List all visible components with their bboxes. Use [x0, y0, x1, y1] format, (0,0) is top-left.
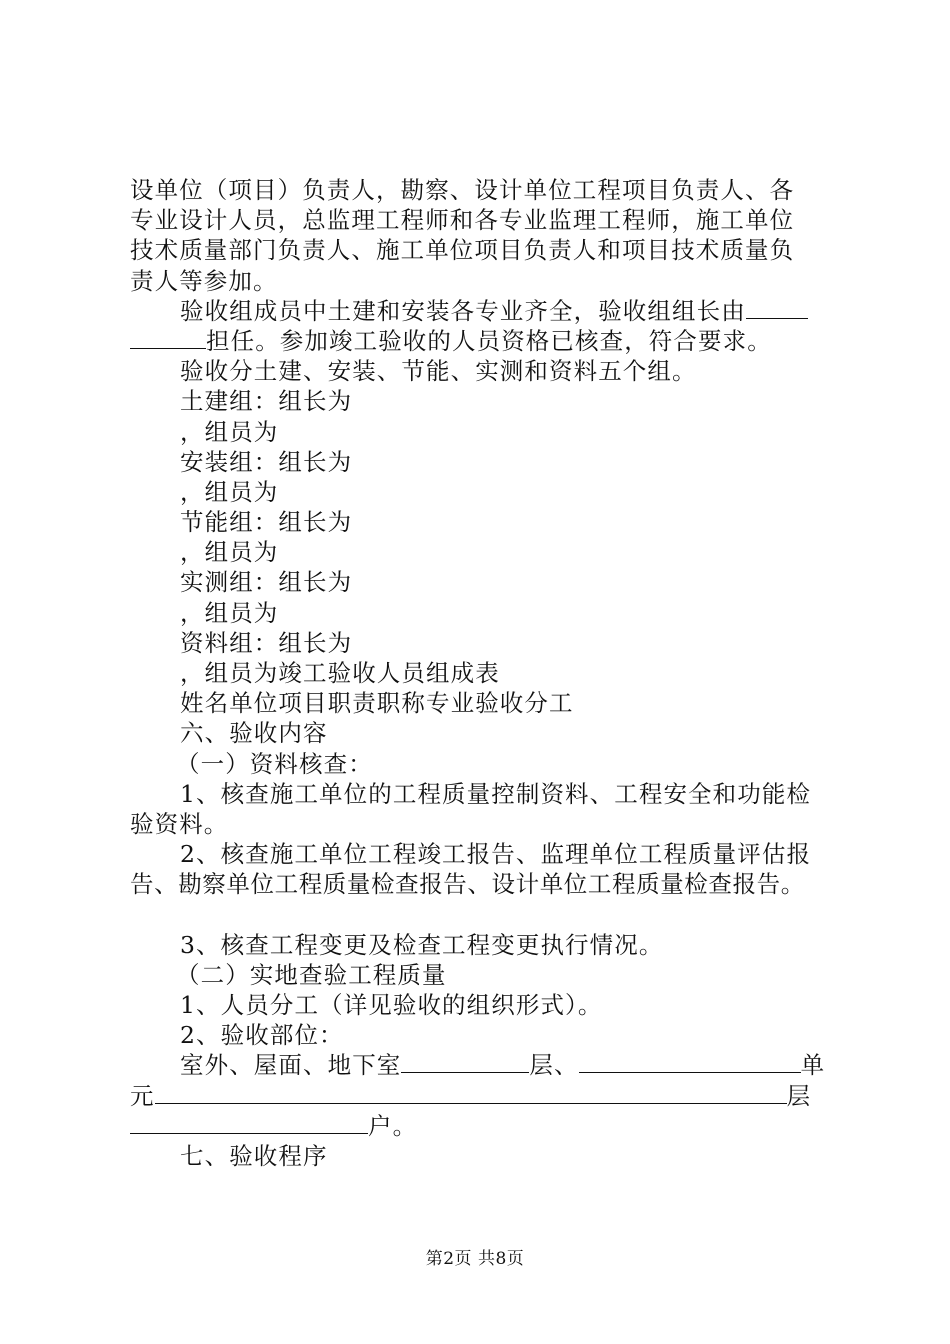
- list-item-continuation: 告、勘察单位工程质量检查报告、设计单位工程质量检查报告。: [130, 870, 805, 899]
- group-leader-line: [130, 296, 830, 326]
- subsection-heading: （一）资料核查：: [176, 749, 373, 778]
- section-heading: 七、验收程序: [180, 1142, 328, 1170]
- fill-blank: [130, 1111, 368, 1134]
- paragraph-text: 担任。参加竣工验收的人员资格已核查，符合要求。: [206, 326, 772, 355]
- page-footer: 第2页 共8页: [425, 1249, 525, 1269]
- spacer: [130, 900, 830, 930]
- group-members-line: ，组员为: [180, 598, 279, 627]
- fill-blank: [130, 326, 206, 349]
- paragraph-line: 设单位（项目）负责人，勘察、设计单位工程项目负责人、各: [130, 176, 795, 204]
- list-item: 2、核查施工单位工程竣工报告、监理单位工程质量评估报: [180, 840, 812, 869]
- location-text: 层: [786, 1081, 812, 1110]
- location-text: 室外、屋面、地下室: [180, 1051, 402, 1080]
- list-item: 1、核查施工单位的工程质量控制资料、工程安全和功能检: [180, 779, 812, 808]
- group-members-line: ，组员为竣工验收人员组成表: [180, 659, 500, 687]
- fill-blank: [155, 1081, 787, 1104]
- section-heading: 六、验收内容: [180, 719, 328, 748]
- group-leader-line: 安装组：组长为: [180, 447, 353, 476]
- location-text: 元: [130, 1081, 155, 1110]
- fill-blank: [401, 1050, 529, 1073]
- group-members-line: ，组员为: [180, 417, 279, 446]
- list-item: 2、验收部位：: [180, 1021, 344, 1050]
- location-line: [130, 1050, 830, 1080]
- group-leader-text: 验收组成员中土建和安装各专业齐全，验收组组长由: [180, 296, 746, 325]
- list-item: 1、人员分工（详见验收的组织形式）。: [180, 991, 603, 1020]
- location-text: 单: [800, 1051, 826, 1080]
- document-body: [130, 175, 830, 1171]
- fill-blank: [579, 1050, 801, 1073]
- fill-blank: [746, 296, 808, 319]
- paragraph-line: 技术质量部门负责人、施工单位项目负责人和项目技术质量负: [130, 236, 795, 265]
- paragraph-line: 验收分土建、安装、节能、实测和资料五个组。: [180, 357, 697, 386]
- paragraph-line: 责人等参加。: [130, 266, 278, 295]
- table-header-line: 姓名单位项目职责职称专业验收分工: [180, 689, 574, 718]
- group-leader-line: 土建组：组长为: [180, 387, 353, 416]
- group-leader-line: 实测组：组长为: [180, 568, 353, 597]
- paragraph-line: [130, 326, 830, 356]
- list-item: 3、核查工程变更及检查工程变更执行情况。: [180, 930, 664, 959]
- list-item-continuation: 验资料。: [130, 809, 229, 838]
- group-leader-line: 节能组：组长为: [180, 508, 353, 537]
- paragraph-line: 专业设计人员，总监理工程师和各专业监理工程师，施工单位: [130, 206, 795, 235]
- group-leader-line: 资料组：组长为: [180, 628, 353, 657]
- subsection-heading: （二）实地查验工程质量: [176, 960, 447, 989]
- location-line: [130, 1111, 830, 1141]
- group-members-line: ，组员为: [180, 538, 279, 567]
- group-members-line: ，组员为: [180, 477, 279, 506]
- location-text: 层、: [529, 1051, 579, 1080]
- location-text: 户。: [368, 1111, 418, 1140]
- location-line: [130, 1081, 830, 1111]
